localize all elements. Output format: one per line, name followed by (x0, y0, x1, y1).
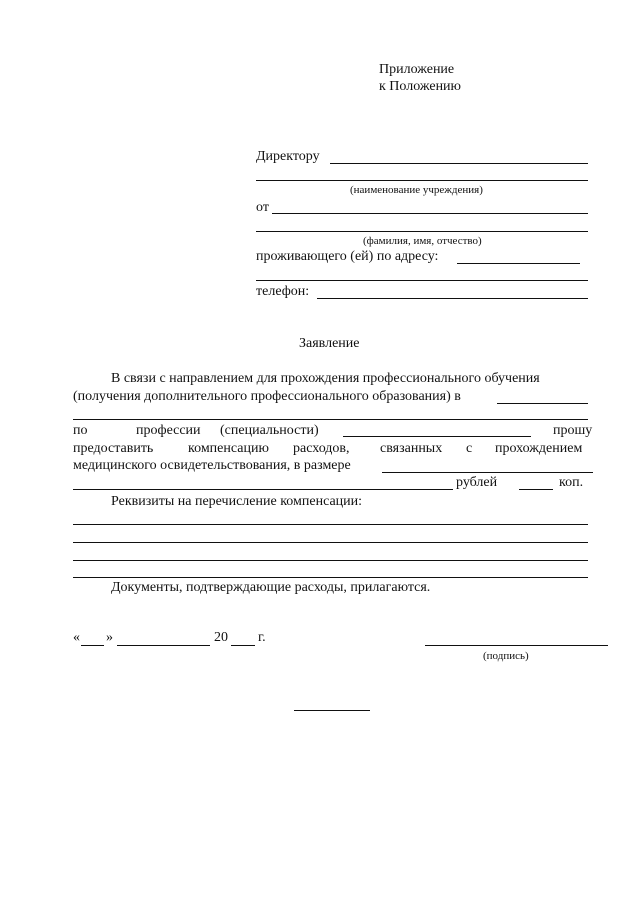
word-rashodov: расходов, (293, 441, 350, 456)
regulation-label: к Положению (379, 79, 462, 94)
organization-field-line[interactable] (497, 403, 588, 404)
address-label: проживающего (ей) по адресу: (256, 249, 439, 264)
requisites-label: Реквизиты на перечисление компенсации: (111, 494, 363, 509)
body-line-2: (получения дополнительного профессионального образования) в (73, 389, 461, 404)
month-field-line[interactable] (117, 645, 210, 646)
profession-field-line[interactable] (343, 436, 531, 437)
kopecks-field-line[interactable] (519, 489, 553, 490)
phone-label: телефон: (256, 284, 310, 299)
name-caption: (фамилия, имя, отчество) (363, 235, 482, 247)
word-s: с (466, 441, 473, 456)
word-predostavit: предоставить (73, 441, 154, 456)
institution-caption: (наименование учреждения) (350, 184, 483, 196)
word-prohozhdeniem: прохождением (495, 441, 583, 456)
rubles-label: рублей (456, 475, 498, 490)
requisites-line-4[interactable] (73, 577, 588, 578)
documents-note: Документы, подтверждающие расходы, прилагаются. (111, 580, 431, 595)
body-line-5: медицинского освидетельствования, в размере (73, 458, 351, 473)
amount-field-line[interactable] (382, 472, 593, 473)
closing-divider (294, 710, 370, 711)
year-suffix: г. (258, 630, 266, 645)
word-kompensaciyu: компенсацию (188, 441, 269, 456)
kopecks-label: коп. (559, 475, 584, 490)
phone-field-line[interactable] (317, 298, 588, 299)
signature-caption: (подпись) (483, 650, 529, 662)
organization-field-line-2[interactable] (73, 419, 588, 420)
body-line-1: В связи с направлением для прохождения профессионального обучения (111, 371, 540, 386)
requisites-line-3[interactable] (73, 560, 588, 561)
day-field-line[interactable] (81, 645, 104, 646)
address-field-line[interactable] (457, 263, 580, 264)
year-field-line[interactable] (231, 645, 255, 646)
word-svyazannyh: связанных (380, 441, 443, 456)
signature-field-line[interactable] (425, 645, 608, 646)
director-label: Директору (256, 149, 320, 164)
word-po: по (73, 423, 88, 438)
institution-field-line[interactable] (256, 180, 588, 181)
word-proshu: прошу (553, 423, 593, 438)
appendix-label: Приложение (379, 62, 455, 77)
date-quote-open: « (73, 630, 80, 645)
name-field-line[interactable] (256, 231, 588, 232)
requisites-line-1[interactable] (73, 524, 588, 525)
document-title: Заявление (299, 336, 360, 351)
director-field-line[interactable] (330, 163, 588, 164)
from-label: от (256, 200, 269, 215)
year-prefix: 20 (214, 630, 228, 645)
amount-words-field-line[interactable] (73, 489, 453, 490)
from-field-line[interactable] (272, 213, 588, 214)
word-specialnosti: (специальности) (220, 423, 319, 438)
date-quote-close: » (106, 630, 113, 645)
address-field-line-2[interactable] (256, 280, 588, 281)
requisites-line-2[interactable] (73, 542, 588, 543)
word-professii: профессии (136, 423, 201, 438)
